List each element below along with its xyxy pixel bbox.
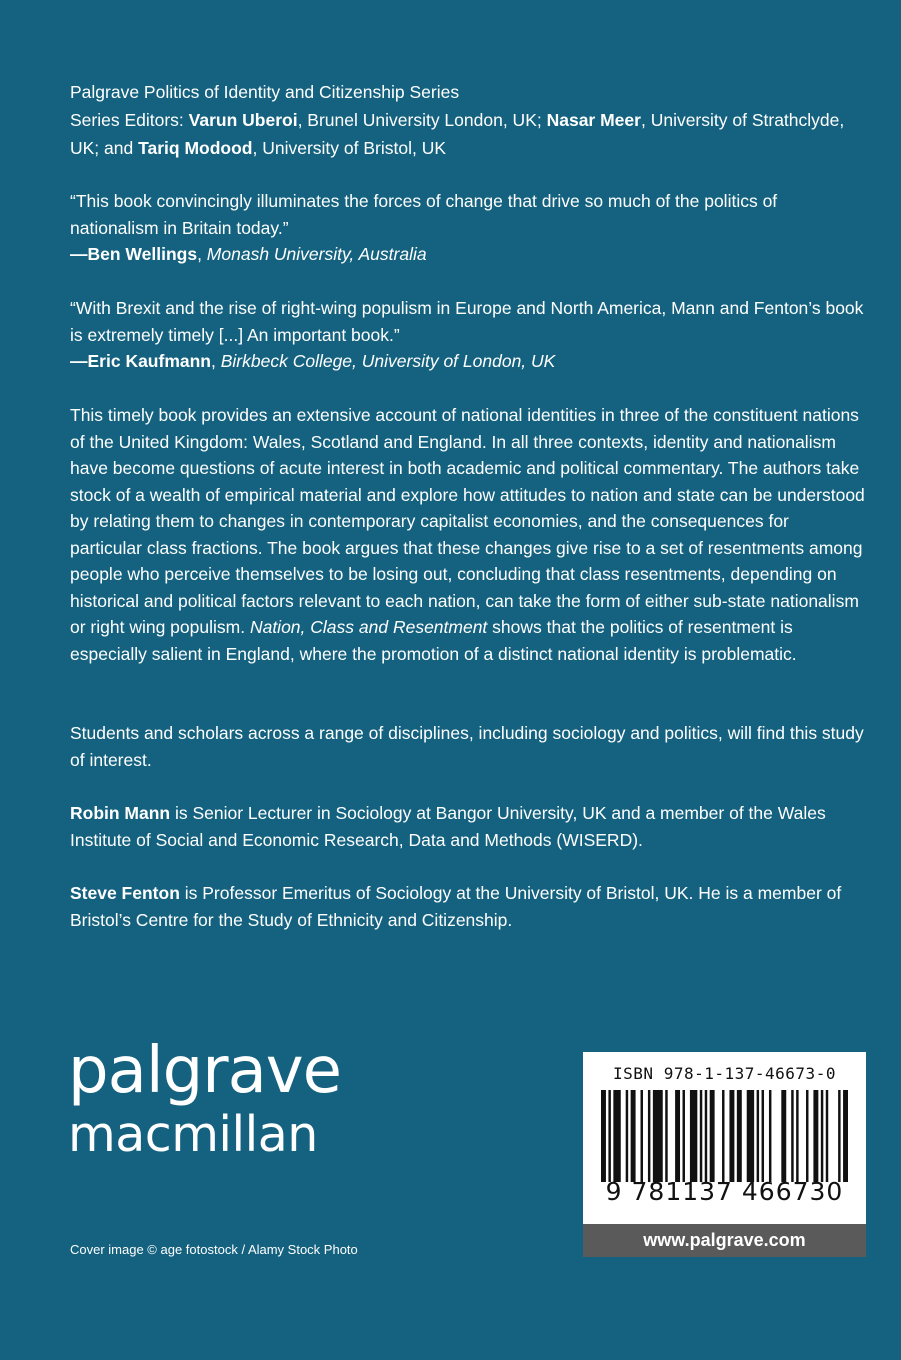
barcode-bar bbox=[665, 1090, 667, 1182]
barcode-bar bbox=[813, 1090, 818, 1182]
barcode-bar bbox=[722, 1090, 724, 1182]
editor-name: Nasar Meer bbox=[546, 110, 641, 130]
editors-label: Series Editors: bbox=[70, 110, 189, 130]
barcode-bar bbox=[796, 1090, 798, 1182]
barcode-bar bbox=[762, 1090, 764, 1182]
isbn-barcode bbox=[583, 1052, 866, 1257]
series-title: Palgrave Politics of Identity and Citizenship Series bbox=[70, 82, 460, 102]
barcode-bars bbox=[601, 1090, 848, 1182]
quote-text: “With Brexit and the rise of right-wing populism in Europe and North America, Mann and Fenton’s book is extremely timely [...] An important book.” bbox=[70, 298, 864, 345]
editor-name: Tariq Modood bbox=[138, 138, 253, 158]
barcode-bar bbox=[757, 1090, 759, 1182]
barcode-bar bbox=[806, 1090, 808, 1182]
endorsement-quote bbox=[70, 188, 865, 268]
barcode-bar bbox=[781, 1090, 786, 1182]
author-bio: Steve Fenton is Professor Emeritus of Sociology at the University of Bristol, UK. He is a member of Bristol’s Centre for the Study of Ethnicity and Citizenship. bbox=[70, 883, 842, 930]
barcode-bar bbox=[747, 1090, 754, 1182]
barcode-digits: 9 781137 466730 bbox=[605, 1177, 844, 1206]
barcode-bar bbox=[838, 1090, 840, 1182]
barcode-bar bbox=[791, 1090, 793, 1182]
barcode-bar bbox=[683, 1090, 685, 1182]
barcode-bar bbox=[821, 1090, 823, 1182]
endorser-name: Eric Kaufmann bbox=[87, 351, 211, 371]
endorser-institution: Birkbeck College, University of London, UK bbox=[220, 351, 556, 371]
series-info bbox=[70, 78, 865, 162]
author-name: Robin Mann bbox=[70, 803, 171, 823]
editor-affiliation: , Brunel University London, UK; bbox=[297, 110, 547, 130]
quote-attribution: —Ben Wellings, Monash University, Australia bbox=[70, 244, 427, 264]
logo-line-palgrave: palgrave bbox=[68, 1034, 342, 1108]
publisher-logo bbox=[68, 1036, 368, 1164]
barcode-bar bbox=[769, 1090, 771, 1182]
barcode-bar bbox=[737, 1090, 742, 1182]
barcode-bar bbox=[705, 1090, 707, 1182]
cover-image-credit: Cover image © age fotostock / Alamy Stock Photo bbox=[70, 1242, 358, 1257]
author-name: Steve Fenton bbox=[70, 883, 180, 903]
author-bio: Robin Mann is Senior Lecturer in Sociology at Bangor University, UK and a member of the Wales Institute of Social and Economic Research, Data and Methods (WISERD). bbox=[70, 803, 826, 850]
endorsement-quote bbox=[70, 295, 865, 375]
barcode-bar bbox=[729, 1090, 734, 1182]
barcode-bar bbox=[700, 1090, 702, 1182]
barcode-bar bbox=[690, 1090, 697, 1182]
barcode-bar bbox=[626, 1090, 628, 1182]
barcode-bar bbox=[641, 1090, 643, 1182]
barcode-bar bbox=[653, 1090, 663, 1182]
quote-attribution: —Eric Kaufmann, Birkbeck College, University of London, UK bbox=[70, 351, 556, 371]
quote-text: “This book convincingly illuminates the forces of change that drive so much of the politics of nationalism in Britain today.” bbox=[70, 191, 778, 238]
series-editors bbox=[70, 106, 865, 162]
editor-name: Varun Uberoi bbox=[188, 110, 298, 130]
book-description: This timely book provides an extensive account of national identities in three of the constituent nations of the United Kingdom: Wales, Scotland and England. In all three contexts, identity and nationalism have become questions of acute interest in both academic and political commentary. The authors take stock of a wealth of empirical material and explore how attitudes to nation and state can be understood by relating them to changes in contemporary capitalist economies, and the consequences for particular class fractions. The book argues that these changes give rise to a set of resentments among people who perceive themselves to be losing out, concluding that class resentments, depending on historical and political factors relevant to each nation, can take the form of either sub-state nationalism or right wing populism. Nation, Class and Resentment shows that the politics of resentment is especially salient in England, where the promotion of a distinct national identity is problematic. bbox=[70, 405, 865, 664]
endorser-name: Ben Wellings bbox=[87, 244, 198, 264]
barcode-bar bbox=[608, 1090, 610, 1182]
logo-line-macmillan: macmillan bbox=[68, 1106, 318, 1163]
barcode-bar bbox=[826, 1090, 828, 1182]
endorser-institution: Monash University, Australia bbox=[206, 244, 427, 264]
barcode-bar bbox=[613, 1090, 620, 1182]
barcode-bar bbox=[675, 1090, 680, 1182]
barcode-bar bbox=[601, 1090, 606, 1182]
barcode-bar bbox=[710, 1090, 715, 1182]
audience-statement: Students and scholars across a range of disciplines, including sociology and politics, will find this study of interest. bbox=[70, 723, 864, 770]
editor-affiliation: , University of Strathclyde, UK; and bbox=[70, 110, 845, 158]
book-title: Nation, Class and Resentment bbox=[249, 617, 488, 637]
editor-affiliation: , University of Bristol, UK bbox=[252, 138, 447, 158]
barcode-bar bbox=[648, 1090, 650, 1182]
barcode-bar bbox=[631, 1090, 636, 1182]
isbn-label: ISBN 978-1-137-46673-0 bbox=[613, 1064, 836, 1083]
publisher-url: www.palgrave.com bbox=[583, 1224, 866, 1257]
barcode-bar bbox=[843, 1090, 848, 1182]
